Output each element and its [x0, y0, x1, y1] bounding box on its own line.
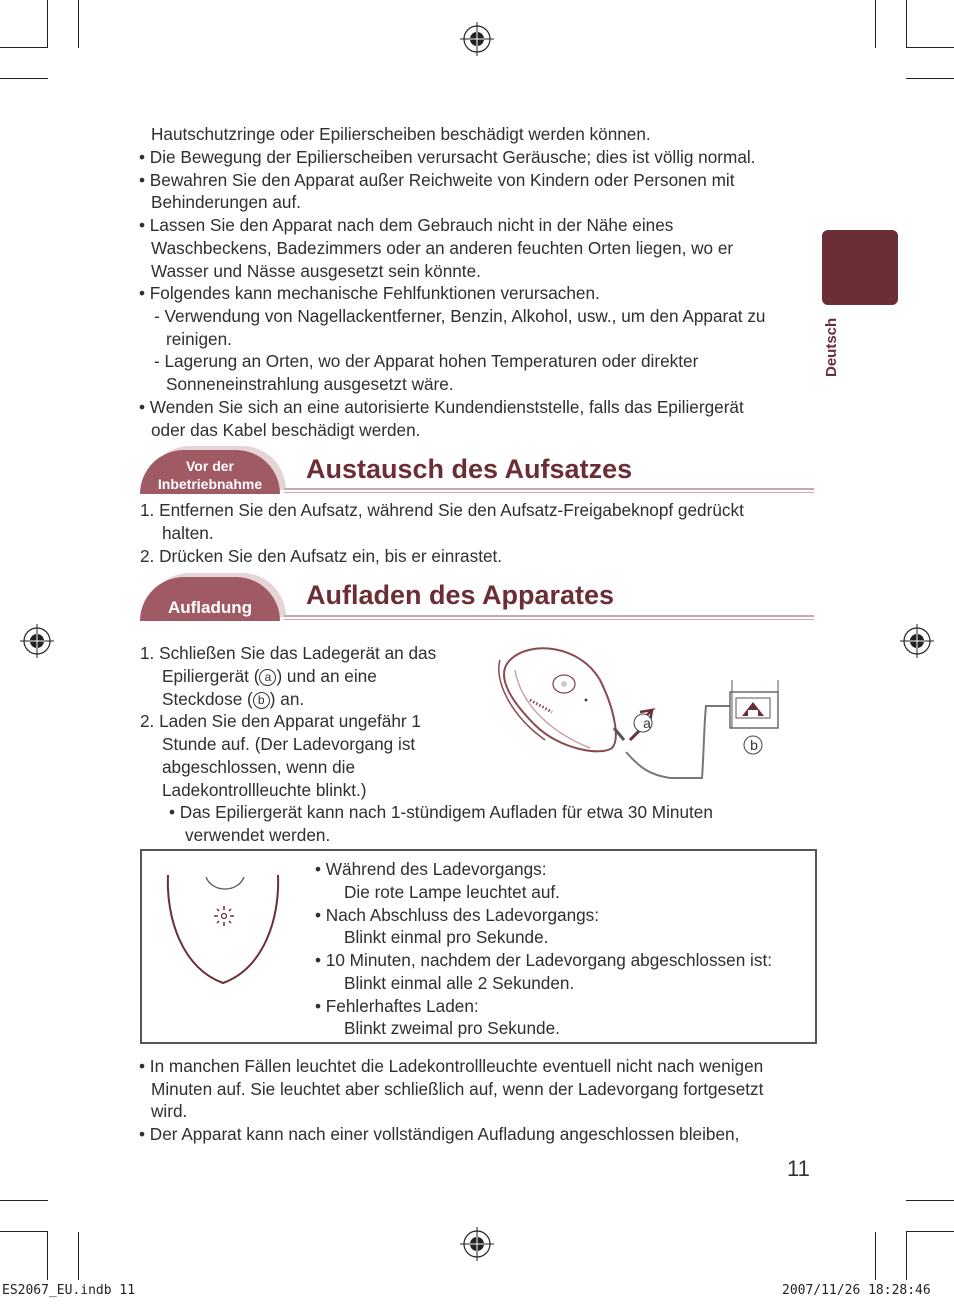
- intro-line: • Die Bewegung der Epilierscheiben verursacht Geräusche; dies ist völlig normal.: [139, 147, 756, 167]
- intro-line: oder das Kabel beschädigt werden.: [151, 420, 421, 440]
- callout-b: b: [750, 737, 758, 753]
- status-line: • 10 Minuten, nachdem der Ladevorgang abgeschlossen ist:: [315, 950, 773, 970]
- language-tab: [822, 230, 898, 305]
- status-line: Die rote Lampe leuchtet auf.: [344, 882, 560, 902]
- step-line: abgeschlossen, wenn die: [162, 757, 356, 777]
- callout-a: a: [643, 715, 651, 731]
- note-line: • Das Epiliergerät kann nach 1-stündigem Aufladen für etwa 30 Minuten: [169, 802, 713, 822]
- step-line: halten.: [162, 523, 214, 543]
- intro-line: • Bewahren Sie den Apparat außer Reichweite von Kindern oder Personen mit: [139, 170, 735, 190]
- badge-line: Vor der: [186, 458, 234, 474]
- step-line: Ladekontrollleuchte blinkt.): [162, 780, 367, 800]
- badge-label: Aufladung: [167, 598, 253, 617]
- closing-line: wird.: [151, 1101, 188, 1121]
- charging-status-box: [140, 849, 817, 1044]
- registration-mark-top: [460, 22, 494, 56]
- status-line: • Nach Abschluss des Ladevorgangs:: [315, 905, 600, 925]
- intro-line: • Lassen Sie den Apparat nach dem Gebrauch nicht in der Nähe eines: [139, 215, 674, 235]
- section-title-aufladen: Aufladen des Apparates: [306, 580, 615, 610]
- closing-line: • Der Apparat kann nach einer vollständigen Aufladung angeschlossen bleiben,: [139, 1124, 740, 1144]
- footer-timestamp: 2007/11/26 18:28:46: [782, 1283, 931, 1298]
- intro-line: • Wenden Sie sich an eine autorisierte Kundendienststelle, falls das Epiliergerät: [139, 397, 744, 417]
- marker-b: b: [253, 692, 270, 709]
- footer-file: ES2067_EU.indb 11: [2, 1283, 136, 1298]
- intro-line: Hautschutzringe oder Epilierscheiben beschädigt werden können.: [151, 124, 651, 144]
- section-rule: [284, 619, 814, 620]
- intro-line: Waschbeckens, Badezimmers oder an anderen feuchten Orten liegen, wo er: [151, 238, 734, 258]
- step-line: Epiliergerät ( a ) und an eine: [162, 666, 377, 686]
- step-line: 2. Laden Sie den Apparat ungefähr 1: [140, 711, 421, 731]
- section-title-austausch: Austausch des Aufsatzes: [306, 454, 633, 484]
- marker-a: a: [259, 669, 276, 686]
- intro-line: - Verwendung von Nagellackentferner, Benzin, Alkohol, usw., um den Apparat zu: [154, 306, 766, 326]
- intro-line: Behinderungen auf.: [151, 192, 302, 212]
- status-line: Blinkt zweimal pro Sekunde.: [344, 1018, 560, 1038]
- intro-line: Sonneneinstrahlung ausgesetzt wäre.: [166, 374, 454, 394]
- step-line: 1. Entfernen Sie den Aufsatz, während Sie den Aufsatz-Freigabeknopf gedrückt: [140, 500, 744, 520]
- section-rule: [284, 492, 814, 493]
- section-rule: [284, 488, 814, 490]
- charge-lamp-illustration: [164, 873, 284, 988]
- registration-mark-bottom: [460, 1227, 494, 1261]
- status-line: • Fehlerhaftes Laden:: [315, 996, 479, 1016]
- section-badge-aufladung: [140, 577, 280, 621]
- page-number: 11: [787, 1156, 810, 1181]
- closing-line: Minuten auf. Sie leuchtet aber schließlich auf, wenn der Ladevorgang fortgesetzt: [151, 1079, 764, 1099]
- step-line: Stunde auf. (Der Ladevorgang ist: [162, 734, 416, 754]
- status-line: Blinkt einmal pro Sekunde.: [344, 927, 549, 947]
- closing-line: • In manchen Fällen leuchtet die Ladekontrollleuchte eventuell nicht nach wenigen: [139, 1056, 764, 1076]
- intro-line: • Folgendes kann mechanische Fehlfunktionen verursachen.: [139, 283, 600, 303]
- badge-line: Inbetriebnahme: [157, 476, 263, 492]
- language-label: Deutsch: [823, 317, 840, 377]
- registration-mark-right: [900, 624, 934, 658]
- intro-line: - Lagerung an Orten, wo der Apparat hohen Temperaturen oder direkter: [154, 351, 699, 371]
- status-line: • Während des Ladevorgangs:: [315, 859, 547, 879]
- intro-line: Wasser und Nässe ausgesetzt sein könnte.: [151, 261, 481, 281]
- note-line: verwendet werden.: [185, 825, 331, 845]
- section-rule: [284, 615, 814, 617]
- step-line: 2. Drücken Sie den Aufsatz ein, bis er einrastet.: [140, 546, 503, 566]
- intro-line: reinigen.: [166, 329, 232, 349]
- section-badge-vor-der-inbetriebnahme: [140, 450, 280, 494]
- charging-illustration: [490, 640, 790, 785]
- step-line: Steckdose ( b ) an.: [162, 689, 305, 709]
- step-line: 1. Schließen Sie das Ladegerät an das: [140, 643, 437, 663]
- status-line: Blinkt einmal alle 2 Sekunden.: [344, 973, 575, 993]
- registration-mark-left: [20, 624, 54, 658]
